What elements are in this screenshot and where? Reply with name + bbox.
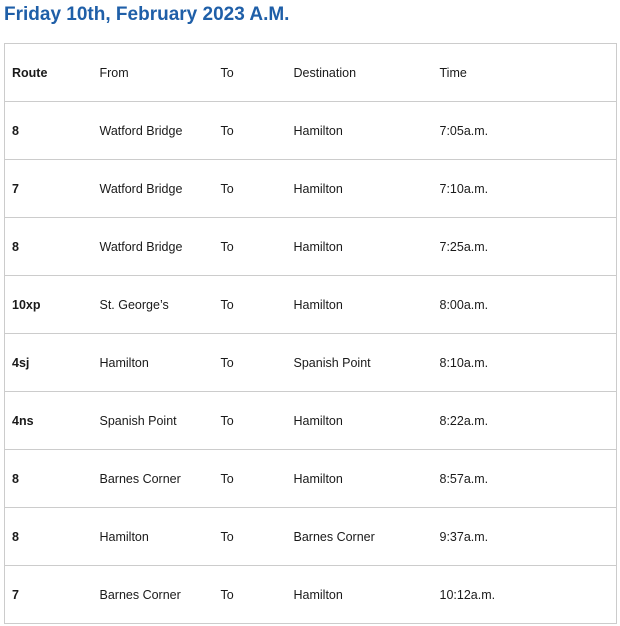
destination-cell: Spanish Point (287, 334, 433, 392)
to-cell: To (214, 276, 287, 334)
time-cell: 8:00a.m. (433, 276, 617, 334)
route-cell: 10xp (5, 276, 93, 334)
time-cell: 8:57a.m. (433, 450, 617, 508)
route-cell: 8 (5, 102, 93, 160)
to-cell: To (214, 392, 287, 450)
to-cell: To (214, 160, 287, 218)
time-cell: 7:05a.m. (433, 102, 617, 160)
to-cell: To (214, 102, 287, 160)
from-cell: Barnes Corner (93, 450, 214, 508)
destination-cell: Hamilton (287, 392, 433, 450)
table-header-row (5, 44, 617, 102)
table-row (5, 334, 617, 392)
from-cell: Hamilton (93, 508, 214, 566)
route-cell: 7 (5, 160, 93, 218)
time-cell: 8:10a.m. (433, 334, 617, 392)
to-cell: To (214, 450, 287, 508)
route-cell: 8 (5, 450, 93, 508)
column-header-to: To (214, 44, 287, 102)
time-cell: 7:10a.m. (433, 160, 617, 218)
destination-cell: Hamilton (287, 102, 433, 160)
time-cell: 7:25a.m. (433, 218, 617, 276)
time-cell: 8:22a.m. (433, 392, 617, 450)
bus-schedule-table (4, 43, 617, 624)
from-cell: Watford Bridge (93, 160, 214, 218)
page-title: Friday 10th, February 2023 A.M. (4, 4, 290, 25)
time-cell: 9:37a.m. (433, 508, 617, 566)
table-row (5, 160, 617, 218)
table-row (5, 450, 617, 508)
destination-cell: Hamilton (287, 218, 433, 276)
from-cell: Barnes Corner (93, 566, 214, 624)
route-cell: 4ns (5, 392, 93, 450)
table-row (5, 392, 617, 450)
from-cell: Watford Bridge (93, 218, 214, 276)
to-cell: To (214, 566, 287, 624)
time-cell: 10:12a.m. (433, 566, 617, 624)
column-header-time: Time (433, 44, 617, 102)
column-header-destination: Destination (287, 44, 433, 102)
to-cell: To (214, 508, 287, 566)
route-cell: 8 (5, 218, 93, 276)
from-cell: Hamilton (93, 334, 214, 392)
from-cell: Watford Bridge (93, 102, 214, 160)
column-header-from: From (93, 44, 214, 102)
destination-cell: Hamilton (287, 450, 433, 508)
destination-cell: Hamilton (287, 160, 433, 218)
column-header-route: Route (5, 44, 93, 102)
route-cell: 4sj (5, 334, 93, 392)
table-row (5, 276, 617, 334)
from-cell: St. George’s (93, 276, 214, 334)
table-row (5, 508, 617, 566)
table-row (5, 102, 617, 160)
route-cell: 7 (5, 566, 93, 624)
destination-cell: Barnes Corner (287, 508, 433, 566)
to-cell: To (214, 218, 287, 276)
table-row (5, 566, 617, 624)
to-cell: To (214, 334, 287, 392)
destination-cell: Hamilton (287, 566, 433, 624)
from-cell: Spanish Point (93, 392, 214, 450)
destination-cell: Hamilton (287, 276, 433, 334)
table-row (5, 218, 617, 276)
route-cell: 8 (5, 508, 93, 566)
